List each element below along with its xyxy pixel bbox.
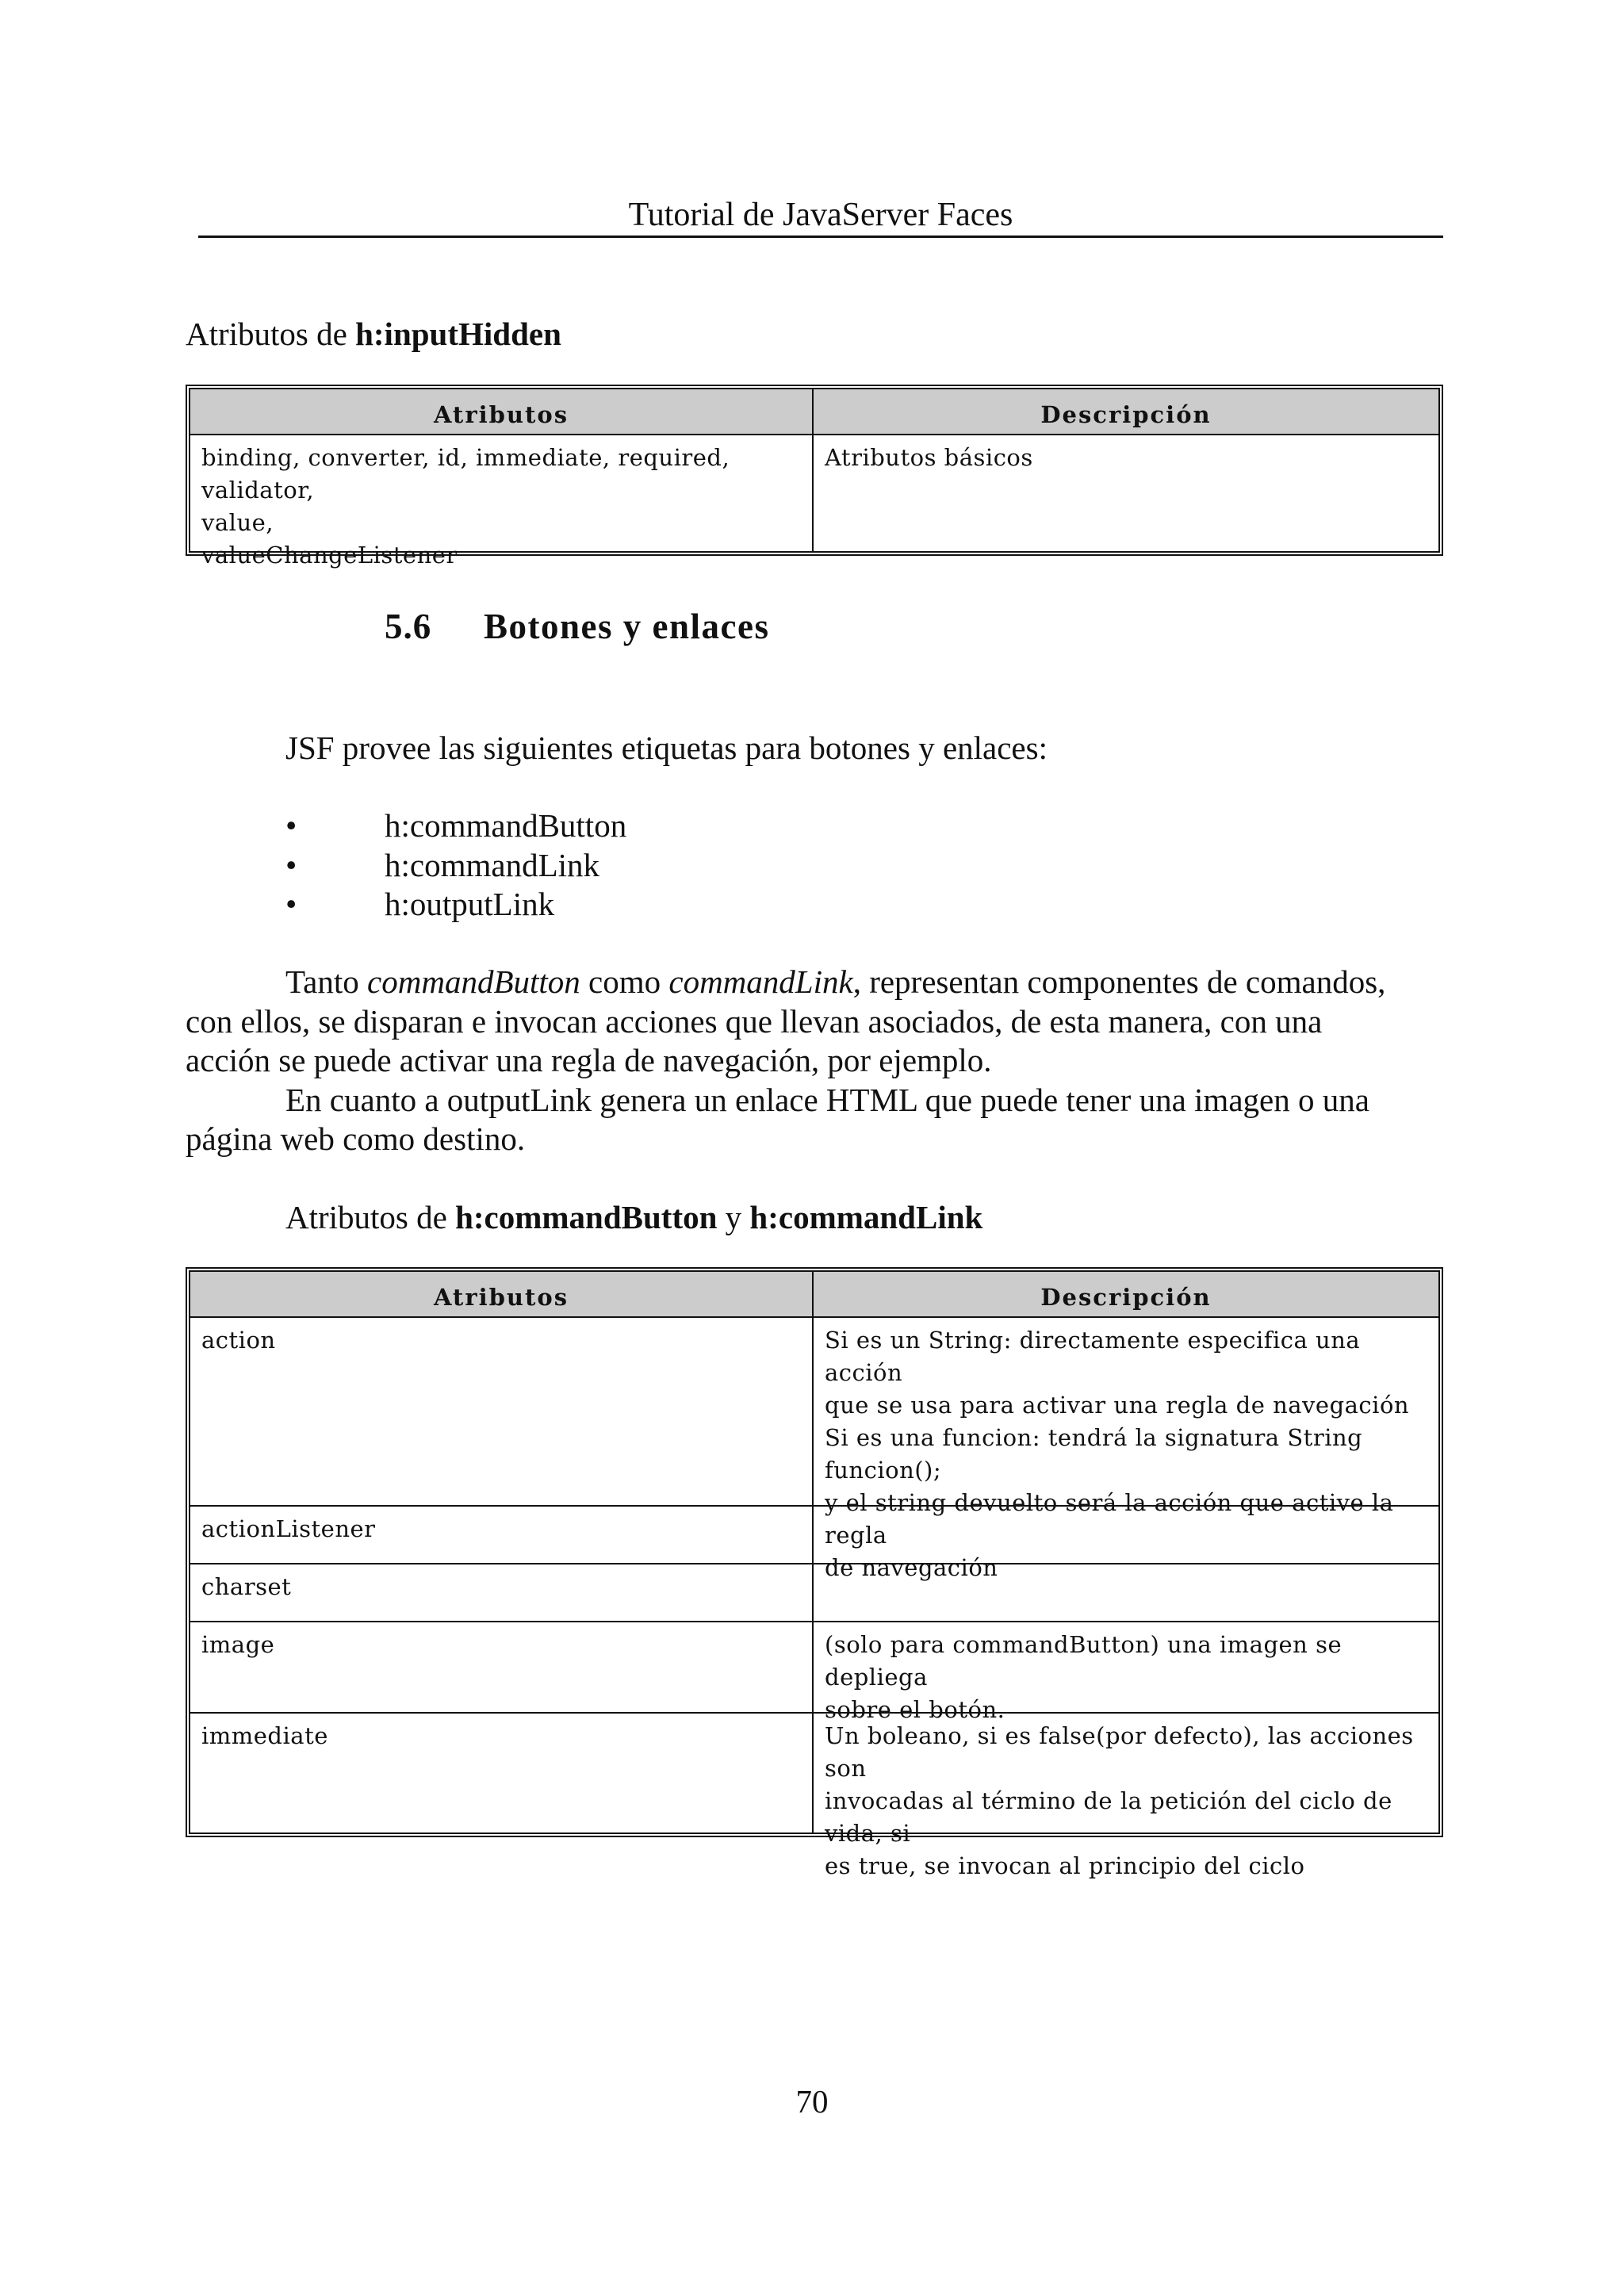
bullet-marker: •	[285, 886, 297, 922]
table2-caption-prefix: Atributos de	[285, 1199, 456, 1235]
description-cell: Atributos básicos	[825, 444, 1033, 471]
column-header-description: Descripción	[1040, 1284, 1212, 1311]
description-cell: (solo para commandButton) una imagen se depliega sobre el botón.	[825, 1631, 1342, 1723]
table2-caption-mid: y	[717, 1199, 750, 1235]
section-title: Botones y enlaces	[484, 607, 770, 646]
table-row	[190, 1564, 1438, 1622]
bullet-marker: •	[285, 847, 297, 883]
description-cell: Si es un String: directamente especifica una acción que se usa para activar una regla de navegación Si es una funcion: tendrá la signatura String funcion(); y el string devuelto será la acción que active la regla de navegación	[825, 1327, 1410, 1581]
page-number: 70	[795, 2083, 829, 2120]
bullet-item: h:commandButton	[385, 807, 627, 844]
bullet-marker: •	[285, 807, 297, 844]
running-header: Tutorial de JavaServer Faces	[628, 197, 1013, 233]
table-row	[190, 1714, 1438, 1879]
attribute-cell: image	[190, 1622, 814, 1712]
paragraph2-line1: En cuanto a outputLink genera un enlace HTML que puede tener una imagen o una	[285, 1082, 1369, 1118]
attribute-cell: binding, converter, id, immediate, required, validator, value, valueChangeListener	[190, 435, 814, 551]
attribute-cell: actionListener	[190, 1507, 814, 1563]
header-rule	[198, 236, 1443, 238]
table2-caption-tag2: h:commandLink	[749, 1199, 983, 1235]
table1-caption	[186, 314, 561, 354]
table-row	[190, 1622, 1438, 1723]
table2-caption-tag1: h:commandButton	[455, 1199, 718, 1235]
input-hidden-attributes-table	[186, 385, 1443, 569]
section-number: 5.6	[385, 607, 432, 646]
table-header-row	[190, 1272, 1438, 1318]
bullet-item: h:outputLink	[385, 886, 555, 922]
description-cell: Un boleano, si es false(por defecto), las acciones son invocadas al término de la petición del ciclo de vida, si es true, se invocan al principio del ciclo	[825, 1722, 1414, 1879]
text-run: como	[580, 963, 669, 1000]
column-header-attributes: Atributos	[190, 389, 814, 434]
attribute-cell: charset	[190, 1564, 814, 1621]
table-row	[190, 435, 1438, 569]
paragraph2-line2: página web como destino.	[186, 1120, 526, 1157]
emphasis-command-button: commandButton	[367, 963, 580, 1000]
paragraph1-line1	[285, 962, 1385, 1001]
table1-caption-prefix: Atributos de	[186, 316, 356, 352]
description-cell	[814, 1564, 1438, 1621]
table-row	[190, 1507, 1438, 1564]
text-run: , representan componentes de comandos,	[852, 963, 1386, 1000]
table1-caption-tag: h:inputHidden	[355, 316, 561, 352]
attribute-cell: immediate	[190, 1714, 814, 1833]
paragraph1-line2: con ellos, se disparan e invocan acciones que llevan asociados, de esta manera, con una	[186, 1003, 1323, 1040]
attribute-cell: action	[190, 1318, 814, 1505]
column-header-description: Descripción	[1040, 401, 1212, 428]
bullet-item: h:commandLink	[385, 847, 600, 883]
table-header-row	[190, 389, 1438, 435]
description-cell	[814, 1507, 1438, 1563]
emphasis-command-link: commandLink	[668, 963, 853, 1000]
intro-text: JSF provee las siguientes etiquetas para botones y enlaces:	[285, 730, 1048, 766]
text-run: Tanto	[285, 963, 368, 1000]
command-button-link-attributes-table	[186, 1267, 1443, 1879]
paragraph1-line3: acción se puede activar una regla de navegación, por ejemplo.	[186, 1042, 992, 1078]
table2-caption	[285, 1197, 982, 1237]
column-header-attributes: Atributos	[190, 1272, 814, 1316]
